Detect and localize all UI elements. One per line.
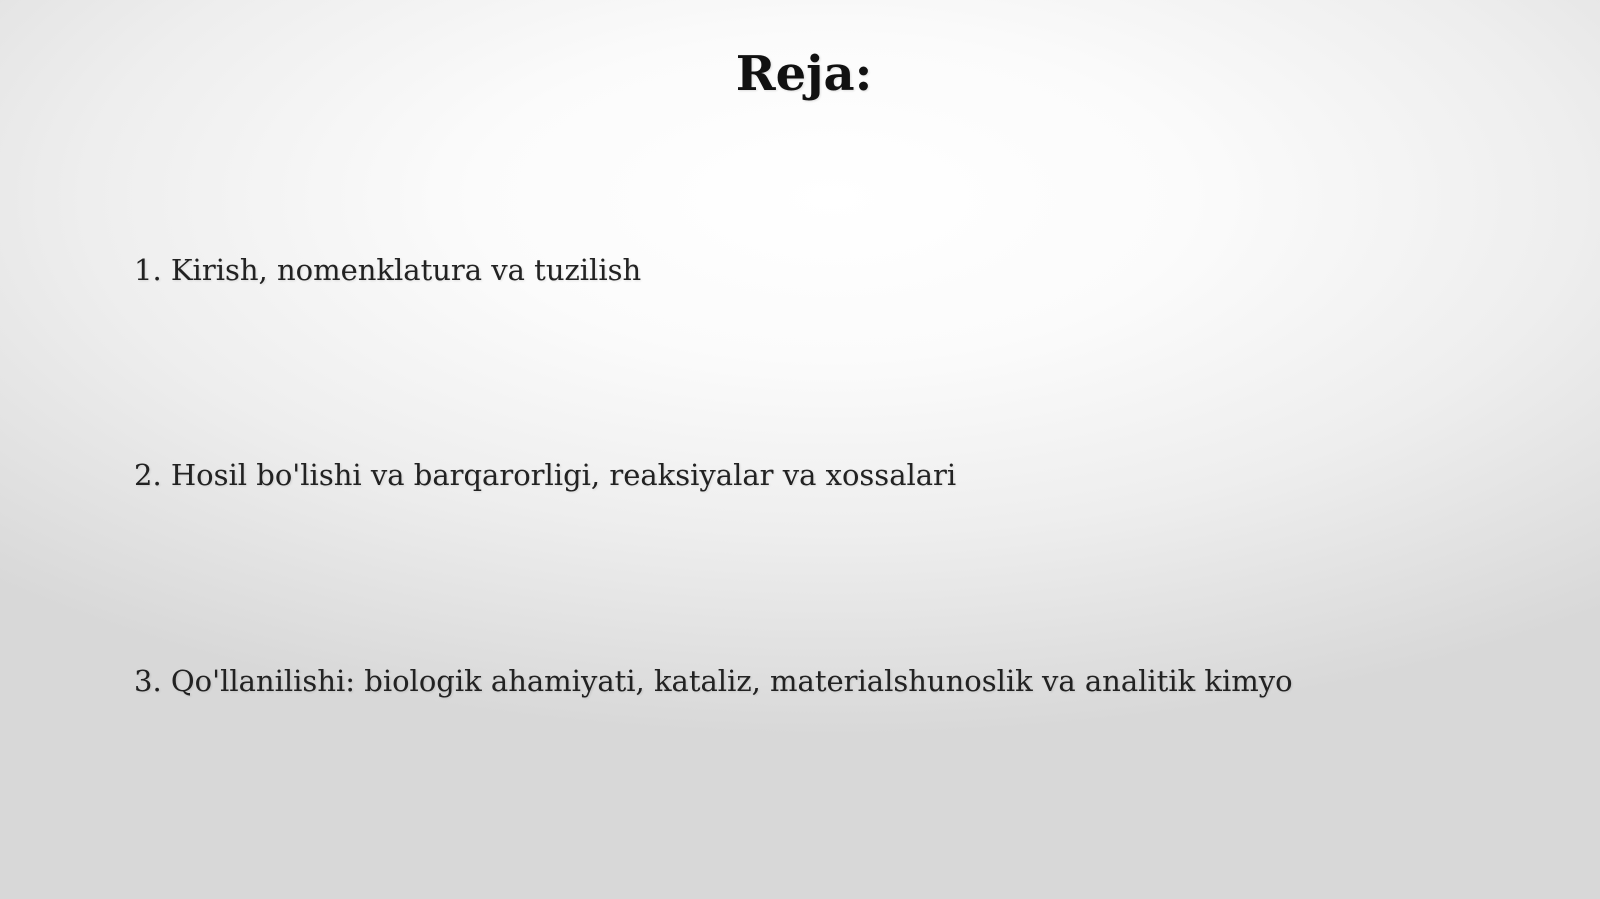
slide-title: Reja: [735, 46, 873, 102]
plan-item-applications: 3. Qo'llanilishi: biologik ahamiyati, kataliz, materialshunoslik va analitik kimyo [134, 664, 1293, 698]
plan-item-introduction: 1. Kirish, nomenklatura va tuzilish [134, 253, 642, 287]
plan-item-formation: 2. Hosil bo'lishi va barqarorligi, reaksiyalar va xossalari [134, 458, 957, 492]
